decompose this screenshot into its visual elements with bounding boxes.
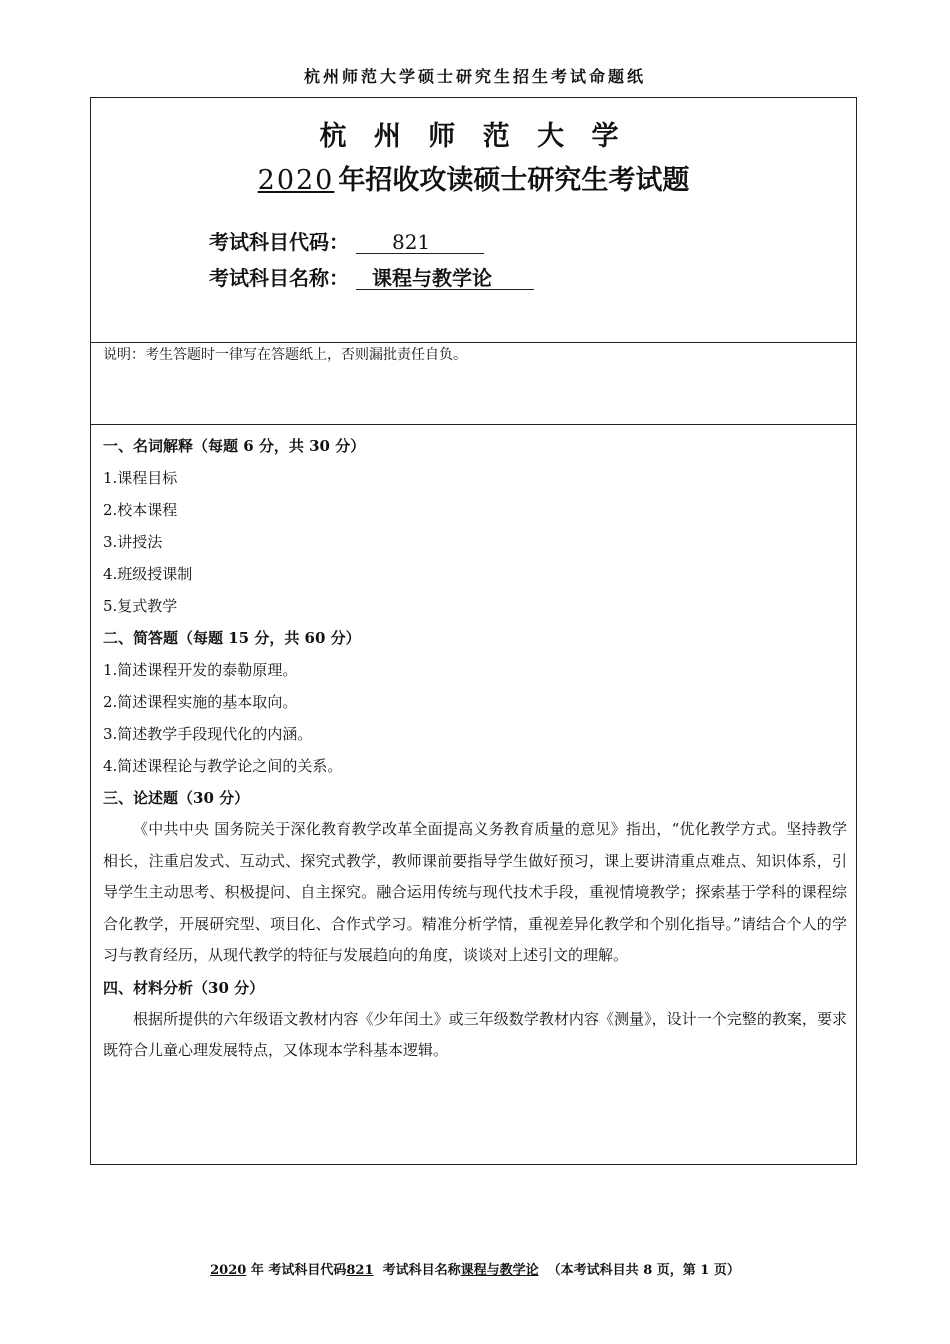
list-item: 2.简述课程实施的基本取向。 <box>103 693 298 711</box>
instructions-note: 说明：考生答题时一律写在答题纸上，否则漏批责任自负。 <box>103 347 467 363</box>
footer-pages: （本考试科目共 8 页，第 1 页） <box>547 1263 740 1278</box>
footer-name: 课程与教学论 <box>460 1263 539 1278</box>
list-item: 5.复式教学 <box>103 597 178 615</box>
list-item: 1.简述课程开发的泰勒原理。 <box>103 661 298 679</box>
list-item: 1.课程目标 <box>103 469 178 487</box>
divider-1 <box>91 342 856 343</box>
list-item: 3.简述教学手段现代化的内涵。 <box>103 725 313 743</box>
section-2-title: 二、简答题（每题 15 分，共 60 分） <box>103 629 361 647</box>
footer-name-label: 考试科目名称 <box>382 1263 461 1278</box>
exam-year: 2020 <box>257 165 335 196</box>
subject-code-value: 821 <box>356 231 484 254</box>
footer-year: 2020 <box>210 1263 247 1278</box>
section-1-title: 一、名词解释（每题 6 分，共 30 分） <box>103 437 366 455</box>
list-item: 2.校本课程 <box>103 501 178 519</box>
questions-content <box>103 430 847 1067</box>
subject-code-label: 考试科目代码： <box>209 230 349 254</box>
university-name: 杭 州 师 范 大 学 <box>319 121 628 152</box>
list-item: 4.班级授课制 <box>103 565 193 583</box>
page-footer <box>0 1259 950 1278</box>
section-3-text: 《中共中央 国务院关于深化教育教学改革全面提高义务教育质量的意见》指出，“优化教学方式。坚持教学相长，注重启发式、互动式、探究式教学，教师课前要指导学生做好预习，课上要讲清重点难点、知识体系，引导学生主动思考、积极提问、自主探究。融合运用传统与现代技术手段，重视情境教学；探索基于学科的课程综合化教学，开展研究型、项目化、合作式学习。精准分析学情，重视差异化教学和个别化指导。”请结合个人的学习与教育经历，从现代教学的特征与发展趋向的角度，谈谈对上述引文的理解。 <box>103 820 847 964</box>
subject-name-row <box>209 262 534 291</box>
exam-title <box>91 158 856 197</box>
section-4-text: 根据所提供的六年级语文教材内容《少年闰土》或三年级数学教材内容《测量》，设计一个完整的教案，要求既符合儿童心理发展特点，又体现本学科基本逻辑。 <box>103 1009 847 1059</box>
subject-name-value: 课程与教学论 <box>356 267 534 290</box>
exam-title-text: 年招收攻读硕士研究生考试题 <box>338 165 690 196</box>
subject-name-label: 考试科目名称： <box>209 266 349 290</box>
list-item: 3.讲授法 <box>103 533 163 551</box>
list-item: 4.简述课程论与教学论之间的关系。 <box>103 757 343 775</box>
section-3-title: 三、论述题（30 分） <box>103 789 250 807</box>
page-header: 杭州师范大学硕士研究生招生考试命题纸 <box>303 67 646 86</box>
divider-2 <box>91 424 856 425</box>
footer-code: 821 <box>346 1263 374 1278</box>
section-4-title: 四、材料分析（30 分） <box>103 978 265 997</box>
footer-year-suffix: 年 考试科目代码 <box>250 1263 347 1278</box>
exam-frame <box>90 97 857 1165</box>
subject-code-row <box>209 226 484 255</box>
